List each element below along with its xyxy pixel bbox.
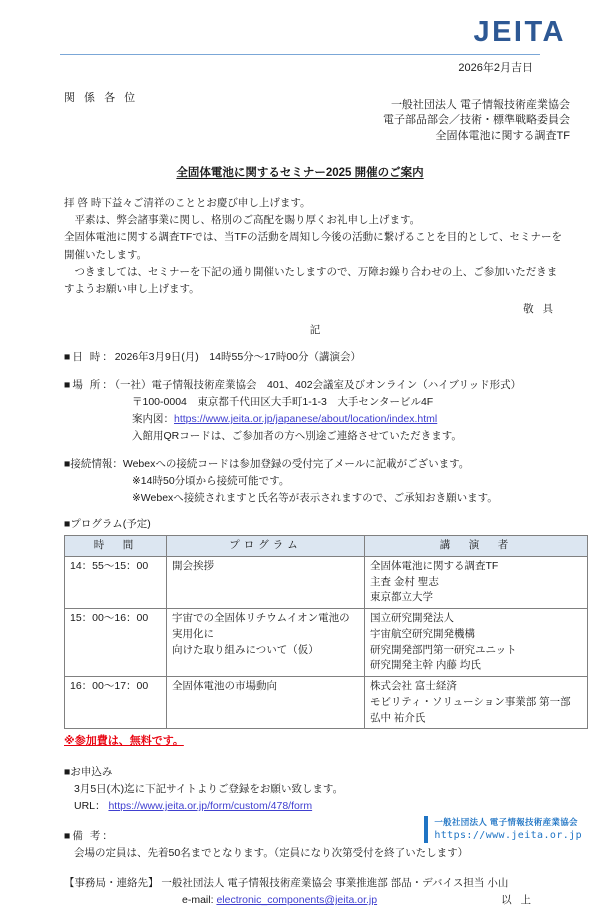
remarks-label: ■備 考： <box>64 830 115 842</box>
remarks-line-1: 会場の定員は、先着50名までとなります。（定員になり次第受付を終了いたします） <box>74 847 469 859</box>
application-url-link[interactable]: https://www.jeita.or.jp/form/custom/478/form <box>108 800 313 812</box>
event-details <box>12 349 588 507</box>
speaker-line: 国立研究開発法人 <box>370 612 454 624</box>
program-section <box>12 517 588 750</box>
application-label: ■お申込み <box>64 766 113 778</box>
sender-line-1: 一般社団法人 電子情報技術産業協会 <box>390 98 570 111</box>
cell-time: 16：00～17：00 <box>65 677 167 729</box>
masthead <box>12 0 588 47</box>
footer-logo-block <box>424 816 582 843</box>
greeting-paragraph-2: 平素は、弊会諸事業に関し、格別のご高配を賜り厚くお礼申し上げます。 <box>74 214 421 227</box>
header-divider <box>60 54 540 55</box>
column-header-speaker: 講 演 者 <box>365 536 588 557</box>
speaker-line: 株式会社 富士経済 <box>370 680 457 692</box>
connection-note-2: ※Webexへ接続されますと氏名等が表示されますので、ご承知おき願います。 <box>132 492 498 505</box>
ki-marker: 記 <box>309 323 321 336</box>
venue-map-label: 案内図： <box>132 413 174 426</box>
greeting-paragraph-3: 全固体電池に関する調査TFでは、当TFの活動を周知し今後の活動に繋げることを目的として、セミナーを開催いたします。 <box>64 231 562 261</box>
page-title: 全固体電池に関するセミナー2025 開催のご案内 <box>176 166 424 179</box>
speaker-line: 全固体電池に関する調査TF <box>370 559 499 572</box>
datetime-label: ■日 時： <box>64 351 115 364</box>
detail-venue <box>64 377 578 445</box>
application-line-1: 3月5日(木)迄に下記サイトよりご登録をお願い致します。 <box>74 783 344 795</box>
table-row <box>65 609 588 677</box>
column-header-time: 時 間 <box>65 536 167 557</box>
venue-map-link[interactable]: https://www.jeita.or.jp/japanese/about/location/index.html <box>174 413 438 426</box>
program-line: 開会挨拶 <box>172 559 214 572</box>
footer-accent-bar <box>424 816 428 843</box>
speaker-line: 研究開発部門第一研究ユニット <box>370 643 517 656</box>
greeting-paragraph-4: つきましては、セミナーを下記の通り開催いたしますので、万障お繰り合わせの上、ご参加いただきますようお願い申し上げます。 <box>64 266 558 296</box>
venue-line-3: 入館用QRコードは、ご参加者の方へ別途ご連絡させていただきます。 <box>132 430 462 443</box>
speaker-line: モビリティ・ソリューション事業部 第一部 <box>370 695 571 708</box>
contact-line-1: 【事務局・連絡先】 一般社団法人 電子情報技術産業協会 事業推進部 部品・デバイス担当 小山 <box>64 877 509 889</box>
speaker-line: 主査 金村 聖志 <box>370 575 439 588</box>
cell-speaker <box>365 556 588 608</box>
application-url-row <box>64 798 576 815</box>
sender-line-3: 全固体電池に関する調査TF <box>435 130 570 143</box>
speaker-line: 弘中 祐介氏 <box>370 711 426 724</box>
issue-date: 2026年2月吉日 <box>458 62 533 74</box>
cell-program <box>167 609 365 677</box>
fee-notice: ※参加費は、無料です。 <box>64 735 184 748</box>
program-line: 向けた取り組みについて（仮） <box>172 643 319 656</box>
detail-datetime <box>64 349 578 366</box>
jeita-logo: JEITA <box>473 16 566 48</box>
footer-text <box>434 816 582 843</box>
cell-program <box>167 556 365 608</box>
speaker-line: 東京都立大学 <box>370 591 433 604</box>
contact-email-row <box>64 892 576 909</box>
speaker-line: 宇宙航空研究開発機構 <box>370 627 475 640</box>
address-block <box>12 90 588 148</box>
cell-time: 14：55～15：00 <box>65 556 167 608</box>
cell-program <box>167 677 365 729</box>
program-line: 全固体電池の市場動向 <box>172 680 277 692</box>
table-row <box>65 677 588 729</box>
speaker-line: 研究開発主幹 内藤 均氏 <box>370 659 481 672</box>
application-url-label: URL： <box>74 800 106 812</box>
program-caption: ■プログラム(予定) <box>64 518 151 531</box>
greeting-paragraph-1: 拝 啓 時下益々ご清祥のこととお慶び申し上げます。 <box>64 196 311 209</box>
closing-salutation: 敬 具 <box>523 302 556 315</box>
footer-org-name: 一般社団法人 電子情報技術産業協会 <box>434 817 578 828</box>
sender-line-2: 電子部品部会／技術・標準戦略委員会 <box>383 114 570 127</box>
program-line: 宇宙での全固体リチウムイオン電池の実用化に <box>172 612 350 640</box>
program-table <box>64 535 588 729</box>
column-header-program: プログラム <box>167 536 365 557</box>
table-header-row <box>65 536 588 557</box>
detail-connection <box>64 456 578 507</box>
venue-line-1: （一社）電子情報技術産業協会 401、402会議室及びオンライン（ハイブリッド形式） <box>114 379 522 392</box>
venue-line-2: 〒100-0004 東京都千代田区大手町1-1-3 大手センタービル4F <box>132 396 434 409</box>
connection-value: Webexへの接続コードは参加登録の受付完了メールに記載がございます。 <box>122 458 470 471</box>
connection-label: ■接続情報： <box>64 458 123 471</box>
contact-section <box>64 875 576 909</box>
footer-url: https://www.jeita.or.jp <box>434 829 582 841</box>
application-section <box>64 764 576 815</box>
cell-speaker <box>365 609 588 677</box>
email-label: e-mail: <box>182 894 214 906</box>
sender-block <box>383 98 570 146</box>
addressee: 関 係 各 位 <box>64 91 139 104</box>
venue-label: ■場 所： <box>64 379 115 392</box>
greeting-body <box>12 195 588 340</box>
venue-map-row <box>64 411 578 428</box>
datetime-value: 2026年3月9日(月) 14時55分～17時00分（講演会） <box>114 351 362 364</box>
email-link[interactable]: electronic_components@jeita.or.jp <box>216 894 378 906</box>
izyou-marker: 以 上 <box>501 894 534 906</box>
table-row <box>65 556 588 608</box>
connection-note-1: ※14時50分頃から接続可能です。 <box>132 475 290 488</box>
cell-speaker <box>365 677 588 729</box>
cell-time: 15：00～16：00 <box>65 609 167 677</box>
